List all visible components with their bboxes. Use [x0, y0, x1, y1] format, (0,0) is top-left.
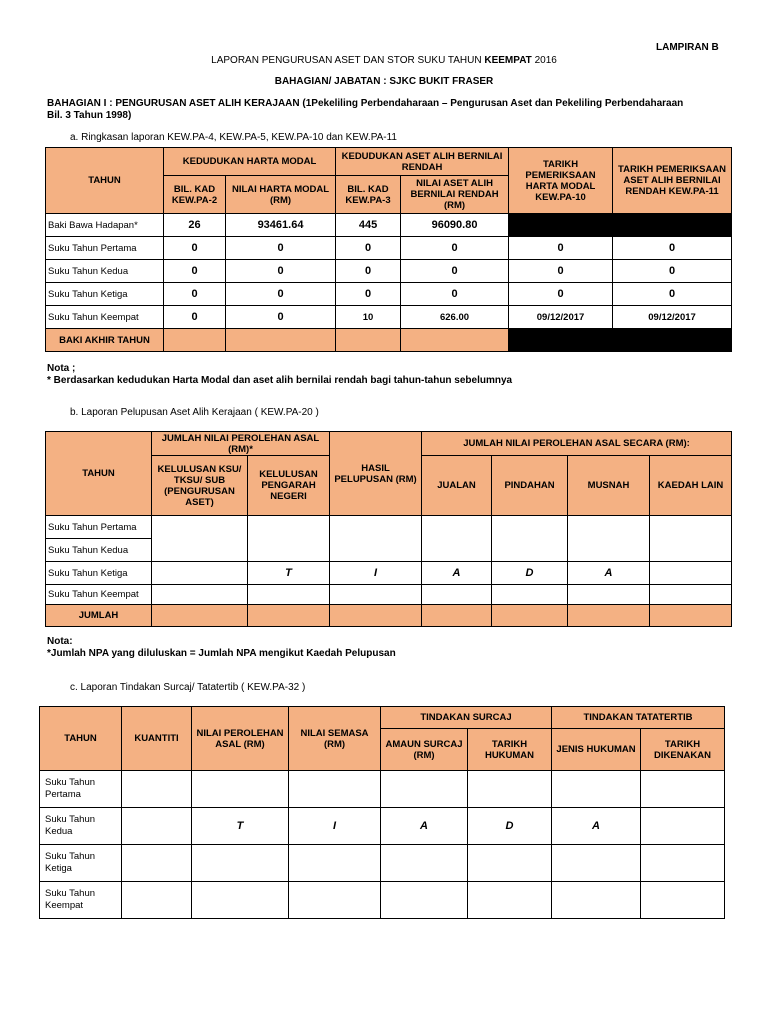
row-label: Suku Tahun Keempat: [46, 306, 164, 329]
section-a-nota-text: * Berdasarkan kedudukan Harta Modal dan aset alih bernilai rendah bagi tahun-tahun sebelumnya: [47, 375, 513, 386]
cell-nilai-aset: 0: [401, 237, 509, 260]
tiada-letter: I: [289, 808, 381, 845]
cell-blacked: [613, 329, 732, 352]
header-kaedah-lain: KAEDAH LAIN: [650, 456, 732, 516]
header-harta-modal: KEDUDUKAN HARTA MODAL: [164, 148, 336, 176]
header-bil-pa2: BIL. KAD KEW.PA-2: [164, 176, 226, 214]
cell-bil3: 0: [336, 283, 401, 306]
row-label: Suku Tahun Pertama: [46, 516, 152, 539]
cell-bil2: 0: [164, 260, 226, 283]
table-row: [46, 260, 732, 283]
cell-pa11: 0: [613, 260, 732, 283]
header-tarikh-dikenakan: TARIKH DIKENAKAN: [641, 729, 725, 771]
section-c-caption: c. Laporan Tindakan Surcaj/ Tatatertib ( KEW.PA-32 ): [70, 682, 306, 693]
section-b-caption: b. Laporan Pelupusan Aset Alih Kerajaan ( KEW.PA-20 ): [70, 407, 319, 418]
cell-nilai-aset: 0: [401, 283, 509, 306]
tiada-letter: T: [192, 808, 289, 845]
header-hasil: HASIL PELUPUSAN (RM): [330, 432, 422, 516]
cell-pa11: 09/12/2017: [613, 306, 732, 329]
table-row-baki-akhir: [46, 329, 732, 352]
cell-pa11: 0: [613, 237, 732, 260]
header-pindahan: PINDAHAN: [492, 456, 568, 516]
header-tahun: TAHUN: [40, 707, 122, 771]
cell-nilai-aset: 0: [401, 260, 509, 283]
department-label: BAHAGIAN/ JABATAN :: [274, 76, 390, 87]
cell-bil3: 10: [336, 306, 401, 329]
cell-blacked: [613, 214, 732, 237]
section-b-nota-text: *Jumlah NPA yang diluluskan = Jumlah NPA mengikut Kaedah Pelupusan: [47, 648, 396, 659]
header-aset-rendah: KEDUDUKAN ASET ALIH BERNILAI RENDAH: [336, 148, 509, 176]
cell-bil3: 445: [336, 214, 401, 237]
row-label: Suku Tahun Keempat: [46, 585, 152, 605]
row-label: Suku Tahun Keempat: [40, 882, 122, 919]
cell-nilai-aset: 96090.80: [401, 214, 509, 237]
cell-bil3: 0: [336, 237, 401, 260]
table-row: [46, 516, 732, 539]
tiada-letter: A: [568, 562, 650, 585]
department-line: [0, 76, 768, 87]
cell-pa10: 0: [509, 260, 613, 283]
header-musnah: MUSNAH: [568, 456, 650, 516]
header-nilai-asal: NILAI PEROLEHAN ASAL (RM): [192, 707, 289, 771]
header-jumlah-kaedah: JUMLAH NILAI PEROLEHAN ASAL SECARA (RM):: [422, 432, 732, 456]
section-heading: BAHAGIAN I : PENGURUSAN ASET ALIH KERAJAAN (1Pekeliling Perbendaharaan – Pengurusan Aset dan Pekeliling Perbendaharaan: [47, 98, 684, 109]
row-label: Suku Tahun Pertama: [40, 771, 122, 808]
tiada-letter: I: [330, 562, 422, 585]
cell-nilai-hm: 0: [226, 306, 336, 329]
header-nilai-hm: NILAI HARTA MODAL (RM): [226, 176, 336, 214]
report-title: [0, 55, 768, 66]
cell-empty: [164, 329, 226, 352]
header-jenis-hukuman: JENIS HUKUMAN: [552, 729, 641, 771]
header-bil-pa3: BIL. KAD KEW.PA-3: [336, 176, 401, 214]
cell-pa10: 0: [509, 237, 613, 260]
table-row: [46, 585, 732, 605]
header-amaun-surcaj: AMAUN SURCAJ (RM): [381, 729, 468, 771]
cell-blacked: [509, 329, 613, 352]
row-label: Suku Tahun Ketiga: [46, 562, 152, 585]
tiada-letter: D: [468, 808, 552, 845]
row-label: Suku Tahun Kedua: [40, 808, 122, 845]
cell-pa11: 0: [613, 283, 732, 306]
lampiran-label: LAMPIRAN B: [656, 42, 719, 53]
cell-bil2: 0: [164, 237, 226, 260]
header-tahun: TAHUN: [46, 148, 164, 214]
header-tindakan-tatatertib: TINDAKAN TATATERTIB: [552, 707, 725, 729]
cell-empty: [226, 329, 336, 352]
disposal-table: [45, 431, 732, 627]
table-row: [40, 808, 725, 845]
department-name: SJKC BUKIT FRASER: [389, 76, 494, 87]
row-label: Suku Tahun Pertama: [46, 237, 164, 260]
tiada-letter: T: [248, 562, 330, 585]
surcharge-table: [39, 706, 725, 919]
row-label: Suku Tahun Kedua: [46, 539, 152, 562]
cell-pa10: 0: [509, 283, 613, 306]
cell-blacked: [509, 214, 613, 237]
table-row-jumlah: [46, 605, 732, 627]
section-a-caption: a. Ringkasan laporan KEW.PA-4, KEW.PA-5, KEW.PA-10 dan KEW.PA-11: [70, 132, 397, 143]
cell-pa10: 09/12/2017: [509, 306, 613, 329]
table-row: [46, 562, 732, 585]
header-nilai-aset: NILAI ASET ALIH BERNILAI RENDAH (RM): [401, 176, 509, 214]
row-label: Suku Tahun Ketiga: [40, 845, 122, 882]
cell-bil2: 0: [164, 306, 226, 329]
cell-nilai-hm: 0: [226, 283, 336, 306]
cell-empty: [401, 329, 509, 352]
table-row: [46, 539, 732, 562]
cell-bil2: 26: [164, 214, 226, 237]
cell-nilai-aset: 626.00: [401, 306, 509, 329]
header-tarikh-hukuman: TARIKH HUKUMAN: [468, 729, 552, 771]
row-label: Baki Bawa Hadapan*: [46, 214, 164, 237]
cell-nilai-hm: 0: [226, 260, 336, 283]
table-row: [40, 882, 725, 919]
header-nilai-semasa: NILAI SEMASA (RM): [289, 707, 381, 771]
header-kelulusan-negeri: KELULUSAN PENGARAH NEGERI: [248, 456, 330, 516]
cell-bil3: 0: [336, 260, 401, 283]
report-title-prefix: LAPORAN PENGURUSAN ASET DAN STOR SUKU TAHUN: [211, 55, 485, 66]
row-label: Suku Tahun Ketiga: [46, 283, 164, 306]
table-row: [46, 214, 732, 237]
table-row: [46, 237, 732, 260]
header-jualan: JUALAN: [422, 456, 492, 516]
header-tindakan-surcaj: TINDAKAN SURCAJ: [381, 707, 552, 729]
header-tarikh-pa10: TARIKH PEMERIKSAAN HARTA MODAL KEW.PA-10: [509, 148, 613, 214]
table-row: [46, 306, 732, 329]
cell-bil2: 0: [164, 283, 226, 306]
summary-table: [45, 147, 732, 352]
table-row: [40, 845, 725, 882]
tiada-letter: A: [381, 808, 468, 845]
table-row: [46, 283, 732, 306]
header-tarikh-pa11: TARIKH PEMERIKSAAN ASET ALIH BERNILAI RENDAH KEW.PA-11: [613, 148, 732, 214]
row-label-jumlah: JUMLAH: [46, 605, 152, 627]
tiada-letter: D: [492, 562, 568, 585]
table-row: [40, 771, 725, 808]
cell-nilai-hm: 0: [226, 237, 336, 260]
header-kelulusan-ksu: KELULUSAN KSU/ TKSU/ SUB (PENGURUSAN ASET): [152, 456, 248, 516]
header-jumlah-nilai: JUMLAH NILAI PEROLEHAN ASAL (RM)*: [152, 432, 330, 456]
report-title-quarter: KEEMPAT: [484, 55, 532, 66]
section-heading-line2: Bil. 3 Tahun 1998): [47, 110, 132, 121]
tiada-letter: A: [422, 562, 492, 585]
report-title-year: 2016: [531, 55, 557, 66]
header-tahun: TAHUN: [46, 432, 152, 516]
section-b-nota-title: Nota:: [47, 636, 73, 647]
section-a-nota-title: Nota ;: [47, 363, 76, 374]
header-kuantiti: KUANTITI: [122, 707, 192, 771]
row-label-baki-akhir: BAKI AKHIR TAHUN: [46, 329, 164, 352]
tiada-letter: A: [552, 808, 641, 845]
row-label: Suku Tahun Kedua: [46, 260, 164, 283]
cell-nilai-hm: 93461.64: [226, 214, 336, 237]
cell-empty: [336, 329, 401, 352]
